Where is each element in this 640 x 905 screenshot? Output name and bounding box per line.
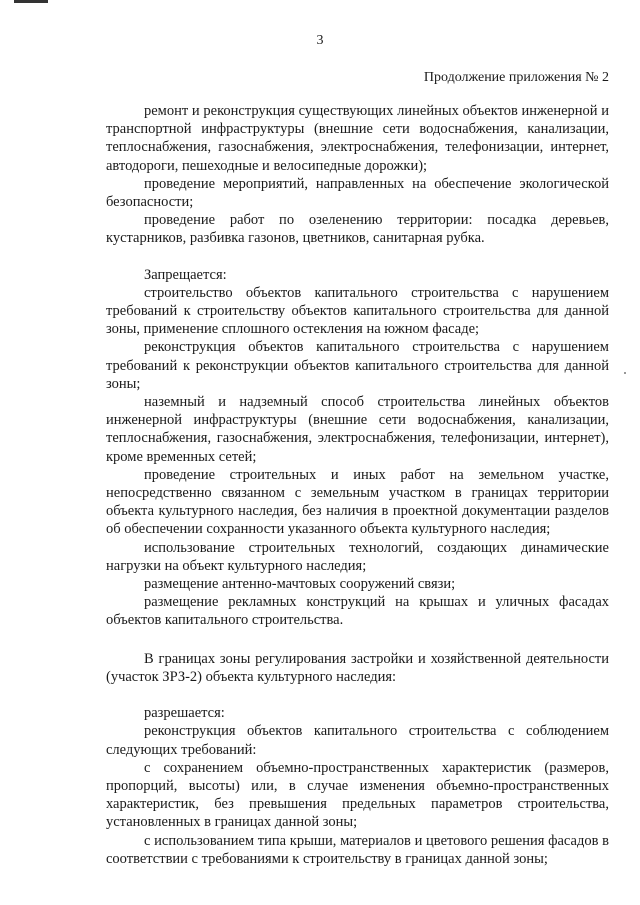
paragraph: размещение антенно-мачтовых сооружений связи; (144, 576, 456, 593)
scan-corner-mark (14, 0, 48, 3)
paragraph: проведение мероприятий, направленных на обеспечение экологической безопасности; (106, 175, 609, 211)
document-body (106, 102, 609, 868)
paragraph: реконструкция объектов капитального строительства с соблюдением следующих требований: (106, 723, 609, 758)
paragraph: строительство объектов капитального строительства с нарушением требований к строительству объектов капитального строительства для данной зоны, применение сплошного остекления на южном фасаде; (106, 284, 609, 338)
section-heading-allowed: разрешается: (144, 705, 225, 722)
paragraph: использование строительных технологий, создающих динамические нагрузки на объект культурного наследия; (106, 539, 609, 574)
paragraph: проведение работ по озеленению территории: посадка деревьев, кустарников, разбивка газонов, цветников, санитарная рубка. (106, 212, 609, 247)
paragraph: проведение строительных и иных работ на земельном участке, непосредственно связанном с земельным участком в границах территории объекта культурного наследия, без наличия в проектной документации разделов об обеспечении сохранности указанного объекта культурного наследия; (106, 466, 609, 538)
page-number: 3 (316, 33, 324, 48)
paragraph: ремонт и реконструкция существующих линейных объектов инженерной и транспортной инфраструктуры (внешние сети водоснабжения, канализации, теплоснабжения, газоснабжения, электроснабжения, телефонизации, интернет, автодороги, пешеходные и велосипедные дорожки); (106, 103, 609, 174)
scan-speck (624, 372, 626, 374)
paragraph: реконструкция объектов капитального строительства с нарушением требований к реконструкции объектов капитального строительства для данной зоны; (106, 339, 609, 392)
paragraph: размещение рекламных конструкций на крышах и уличных фасадах объектов капитального строительства. (106, 594, 609, 629)
section-heading-prohibited: Запрещается: (144, 266, 227, 283)
appendix-continuation-note: Продолжение приложения № 2 (423, 70, 609, 85)
paragraph: с использованием типа крыши, материалов и цветового решения фасадов в соответствии с требованиями к строительству в границах данной зоны; (106, 832, 609, 867)
zone-intro-paragraph: В границах зоны регулирования застройки и хозяйственной деятельности (участок ЗРЗ-2) объекта культурного наследия: (106, 650, 609, 685)
paragraph: наземный и надземный способ строительства линейных объектов инженерной инфраструктуры (внешние сети водоснабжения, канализации, теплоснабжения, газоснабжения, электроснабжения, телефонизации, интернет), кроме временных сетей; (106, 394, 609, 465)
paragraph: с сохранением объемно-пространственных характеристик (размеров, пропорций, высоты) или, в случае изменения объемно-пространственных характеристик, без превышения предельных параметров строительства, установленных в границах данной зоны; (106, 759, 609, 831)
